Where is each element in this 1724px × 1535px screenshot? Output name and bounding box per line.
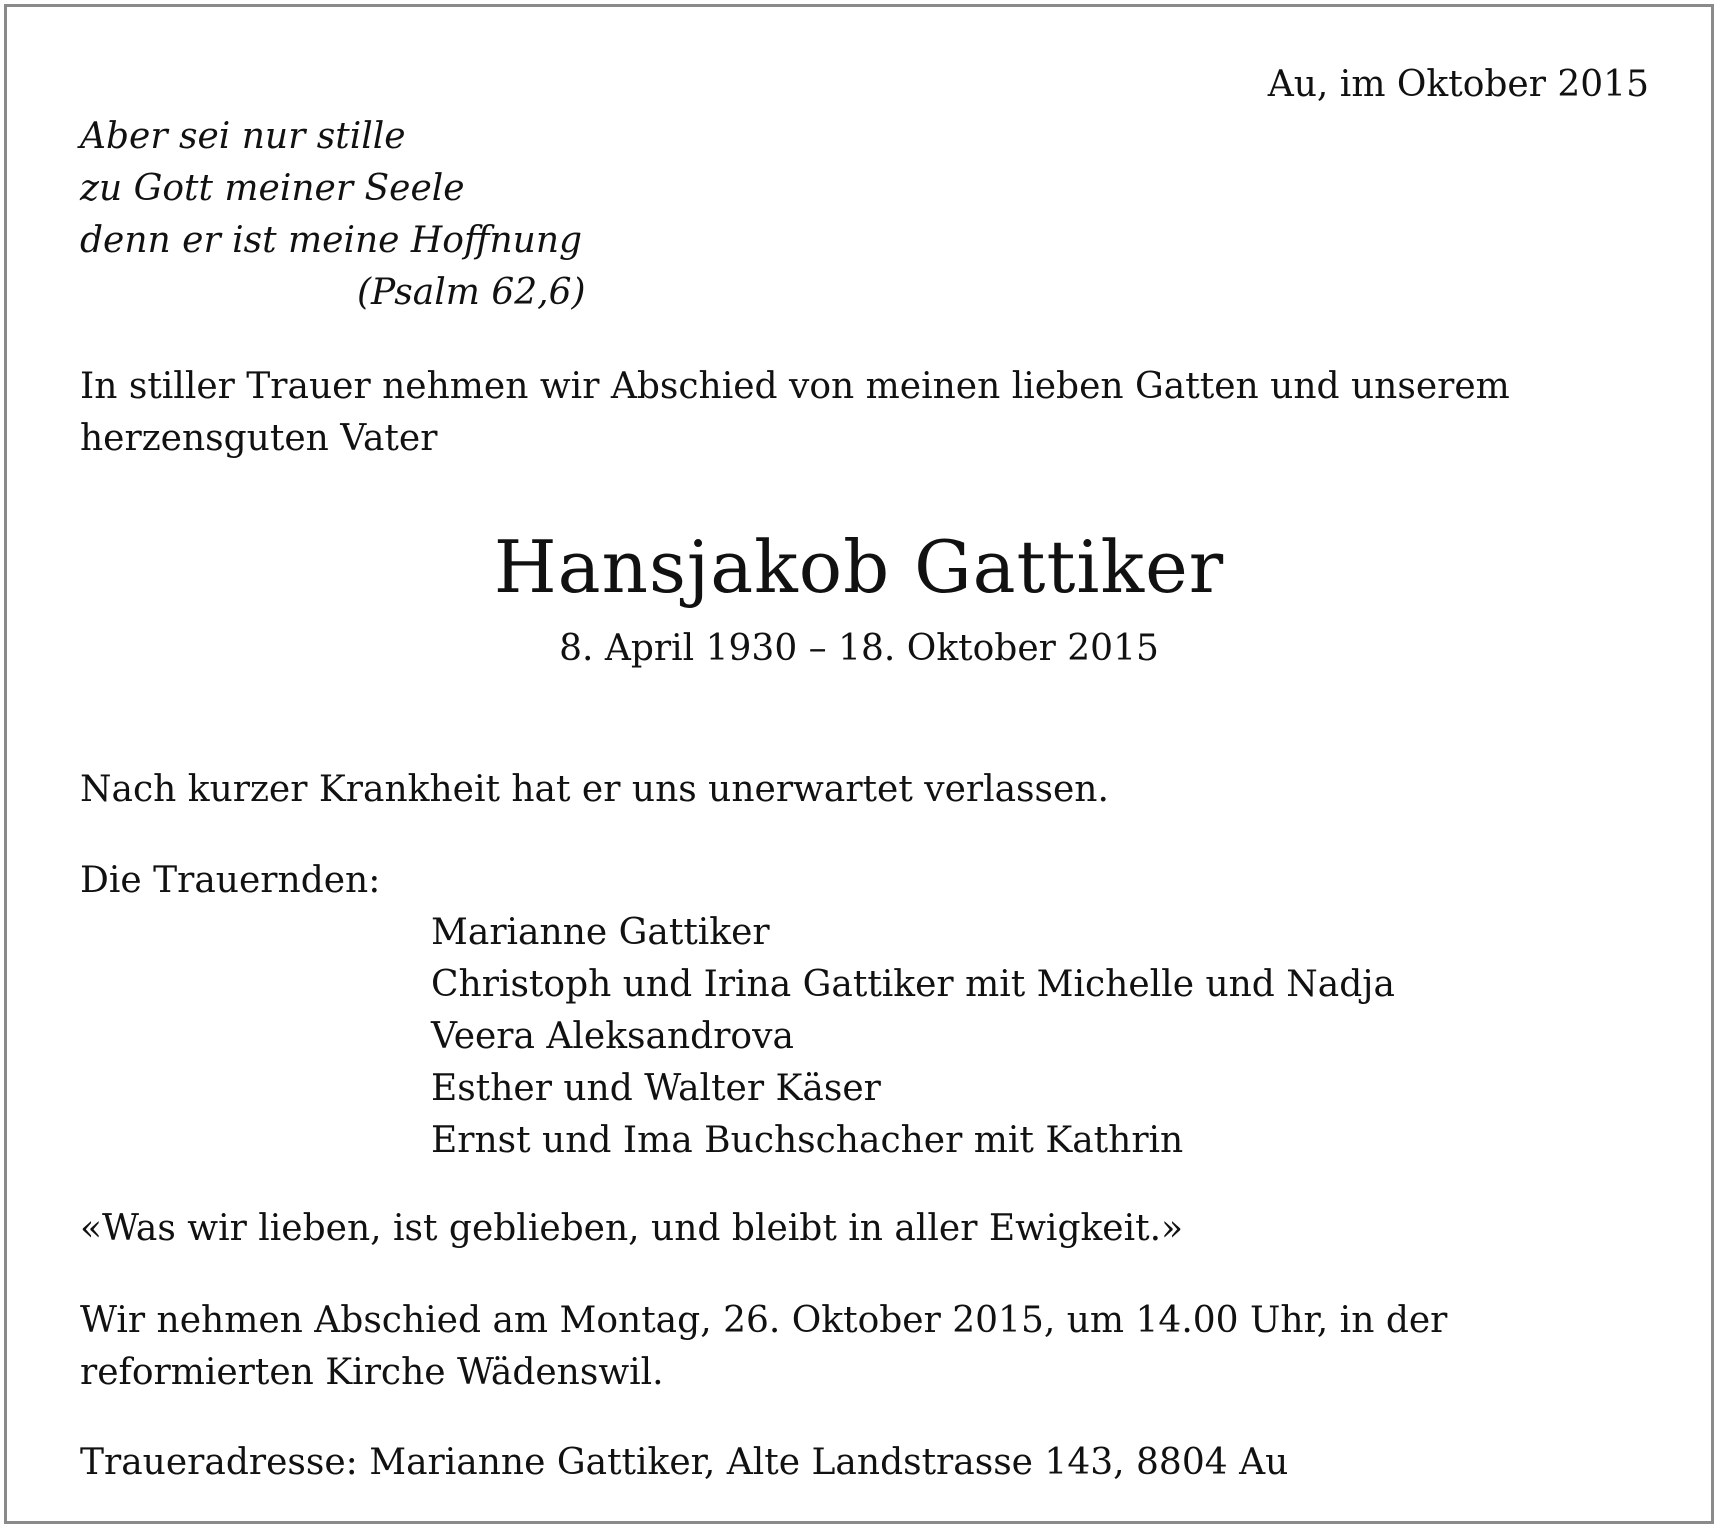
statement: Nach kurzer Krankheit hat er uns unerwartet verlassen.: [80, 769, 1109, 810]
mourners-heading: Die Trauernden:: [80, 860, 381, 901]
deceased-name: Hansjakob Gattiker: [493, 525, 1225, 609]
memorial-quote: «Was wir lieben, ist geblieben, und bleibt in aller Ewigkeit.»: [80, 1208, 1184, 1249]
mourning-address: Traueradresse: Marianne Gattiker, Alte Landstrasse 143, 8804 Au: [80, 1442, 1289, 1483]
service-line-1: Wir nehmen Abschied am Montag, 26. Oktober 2015, um 14.00 Uhr, in der: [80, 1300, 1448, 1341]
verse-line-3: denn er ist meine Hoffnung: [80, 220, 583, 261]
mourner-name: Ernst und Ima Buchschacher mit Kathrin: [431, 1120, 1184, 1161]
mourner-name: Christoph und Irina Gattiker mit Michelle und Nadja: [431, 964, 1395, 1005]
intro-line-1: In stiller Trauer nehmen wir Abschied von meinen lieben Gatten und unserem: [80, 366, 1510, 407]
verse-line-2: zu Gott meiner Seele: [80, 168, 465, 209]
verse-reference: (Psalm 62,6): [357, 272, 586, 313]
obituary-notice: [4, 4, 1714, 1524]
place-date: Au, im Oktober 2015: [1267, 64, 1649, 105]
deceased-lifespan: 8. April 1930 – 18. Oktober 2015: [559, 628, 1159, 669]
service-line-2: reformierten Kirche Wädenswil.: [80, 1352, 664, 1393]
intro-line-2: herzensguten Vater: [80, 418, 438, 459]
mourner-name: Veera Aleksandrova: [431, 1016, 794, 1057]
mourner-name: Esther und Walter Käser: [431, 1068, 881, 1109]
verse-line-1: Aber sei nur stille: [80, 116, 406, 157]
mourner-name: Marianne Gattiker: [431, 912, 770, 953]
